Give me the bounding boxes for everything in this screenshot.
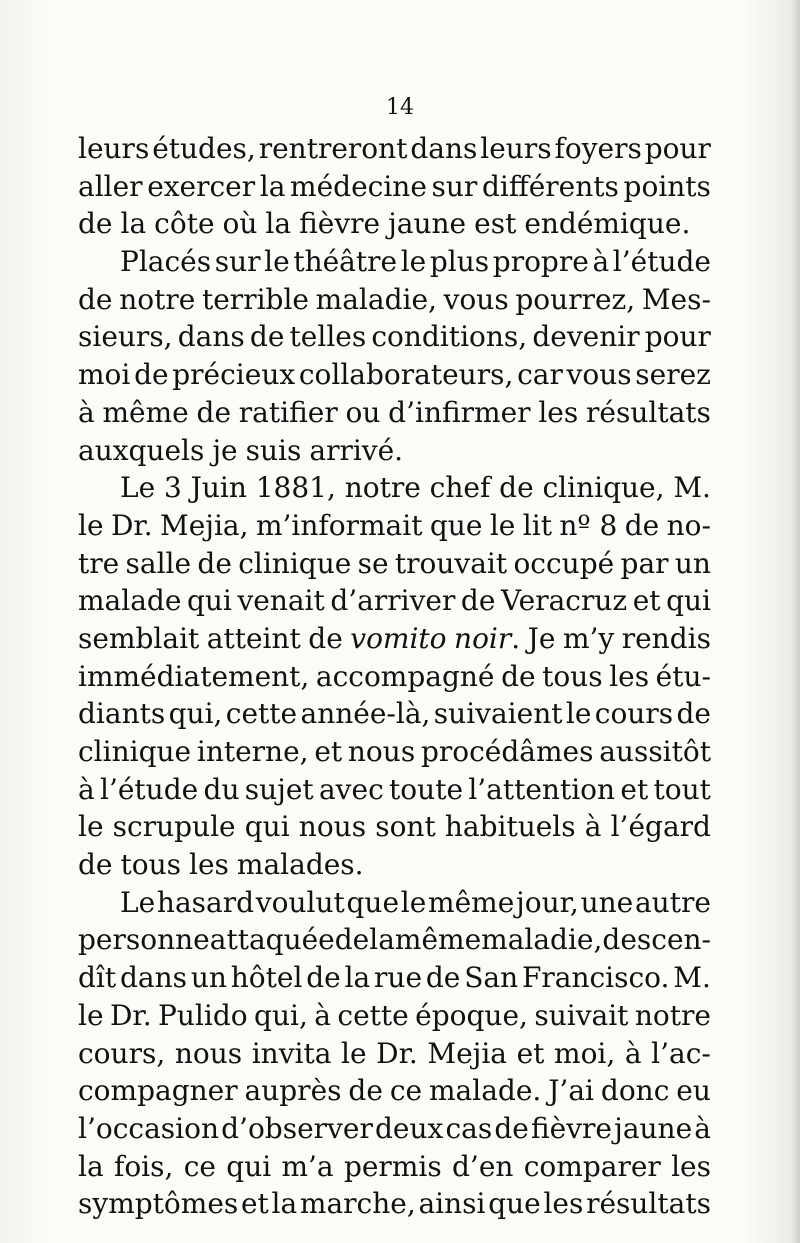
word: lit (522, 508, 552, 542)
word: et (632, 584, 661, 618)
word: dans (410, 132, 478, 165)
word: les (609, 659, 650, 693)
word: Francisco. (521, 961, 670, 995)
word: d’arriver (330, 584, 456, 618)
text-line (78, 356, 711, 394)
word: Placés (120, 245, 212, 279)
word: vous (566, 358, 632, 392)
word: scrupule (112, 810, 236, 844)
word: Le (120, 885, 156, 919)
word: invita (251, 1036, 332, 1070)
text-line (78, 846, 711, 884)
text-line (78, 620, 711, 658)
word: l’attention (468, 772, 616, 806)
word: jour, (516, 885, 579, 919)
word: serez (635, 358, 711, 392)
word: d’infirmer (388, 395, 531, 429)
word: tous (120, 848, 182, 882)
word: et (240, 1187, 269, 1221)
word: venait (237, 584, 325, 618)
word: symptômes (78, 1187, 239, 1221)
word: ce (183, 1149, 216, 1183)
word: étu- (655, 659, 711, 693)
word: et (620, 772, 649, 806)
word: nous (298, 810, 367, 844)
word: différents (481, 169, 619, 203)
word: arrivé. (309, 433, 404, 467)
word: moi, (554, 1036, 616, 1070)
text-line (78, 808, 711, 846)
text-line (78, 168, 711, 206)
word: théâtre (293, 245, 398, 279)
word: marche, (299, 1187, 416, 1221)
word: de (78, 207, 113, 241)
word: de (196, 395, 232, 429)
word: clinique (78, 735, 192, 768)
word: se (357, 546, 389, 580)
text-line (78, 1110, 711, 1148)
text-line (78, 318, 711, 356)
word: fièvre (299, 207, 381, 241)
word: Pulido (158, 998, 248, 1032)
text-line (78, 997, 711, 1035)
word: qui, (168, 697, 223, 731)
text-line (78, 1072, 711, 1110)
word: de (460, 584, 496, 618)
word: salle (125, 546, 192, 580)
word: la (265, 207, 292, 241)
word: atteint (206, 621, 301, 655)
word: Juin (190, 471, 247, 505)
word: descen- (602, 923, 712, 957)
word: San (464, 961, 519, 995)
word: de (676, 697, 711, 731)
word: foyers (554, 132, 642, 165)
word: l’étude (100, 772, 199, 806)
word: côte (154, 207, 215, 241)
word: cette (337, 998, 409, 1032)
word: terrible (201, 282, 309, 316)
word: ratifier (238, 395, 338, 429)
word: collaborateurs, (298, 358, 514, 392)
word: trouvait (394, 546, 508, 580)
word: Dr. (109, 998, 152, 1032)
word: Mes- (641, 282, 711, 316)
word: le (78, 810, 104, 844)
word: moi (78, 358, 131, 392)
word: compagner (78, 1074, 238, 1108)
word: interne, (196, 735, 309, 768)
word: suis (245, 433, 302, 467)
text-line (78, 394, 711, 432)
word: tout (653, 772, 711, 806)
text-line (78, 884, 711, 922)
word: deux (374, 1111, 444, 1145)
word: autre (634, 885, 711, 919)
word: noir. (454, 621, 521, 655)
word: personne (78, 923, 210, 957)
word: notre (634, 998, 711, 1032)
word: même (102, 395, 189, 429)
word: la (271, 1187, 298, 1221)
word: Dr. (110, 508, 153, 542)
word: plus (429, 245, 490, 279)
word: dans (119, 961, 187, 995)
text-line (78, 1148, 711, 1186)
text-line (78, 921, 711, 959)
word: diants (78, 697, 166, 731)
word: qui (244, 810, 290, 844)
word: M. (673, 961, 711, 995)
word: dans (177, 320, 245, 354)
word: maladie, (315, 282, 437, 316)
text-line (78, 545, 711, 583)
word: clinique, (542, 471, 665, 505)
word: toute (389, 772, 464, 806)
word: de (624, 508, 660, 542)
text-line (78, 432, 711, 470)
word: nous (347, 735, 416, 768)
word: leurs (480, 132, 552, 165)
word: de (494, 1111, 529, 1145)
word: fois, (113, 1149, 174, 1183)
word: car (517, 358, 563, 392)
text-line (78, 243, 711, 281)
word: voulut (255, 885, 345, 919)
word: le (489, 508, 516, 542)
text-line (78, 771, 711, 809)
word: sujet (244, 772, 314, 806)
word: rentreront (258, 132, 408, 165)
word: semblait (78, 621, 200, 655)
word: de (249, 320, 285, 354)
word: le (78, 998, 104, 1032)
word: suivaient (433, 697, 563, 731)
word: précieux (172, 358, 296, 392)
word: à (78, 395, 95, 429)
word: et (516, 1036, 545, 1070)
word: aussitôt (599, 735, 711, 768)
text-line (78, 733, 711, 771)
word: permis (343, 1149, 442, 1183)
word: l’ac- (651, 1036, 711, 1070)
word: points (623, 169, 711, 203)
word: donc (600, 1074, 670, 1108)
word: comparer (523, 1149, 661, 1183)
word: la (120, 207, 147, 241)
word: le (78, 508, 104, 542)
word: notre (119, 282, 196, 316)
word: notre (344, 471, 421, 505)
word: la (369, 923, 395, 957)
word: d’en (452, 1149, 514, 1183)
word: de (134, 358, 169, 392)
word: m’y (562, 621, 615, 655)
word: sur (214, 245, 261, 279)
text-line (78, 658, 711, 696)
word: Dr. (376, 1036, 418, 1070)
word: le (264, 245, 290, 279)
word: dît (78, 961, 117, 995)
word: l’occasion (78, 1111, 219, 1145)
word: de (501, 659, 536, 693)
word: pour (644, 320, 711, 354)
word: de (499, 471, 534, 505)
word: la (344, 961, 371, 995)
word: de (78, 848, 113, 882)
word: même (394, 923, 482, 957)
word: maladie, (481, 923, 603, 957)
word: le (341, 1036, 367, 1070)
word: Je (527, 621, 556, 655)
word: résultats (586, 395, 711, 429)
word: cours (594, 697, 674, 731)
text-line (78, 959, 711, 997)
word: les (543, 1187, 584, 1221)
word: malades. (236, 848, 364, 882)
word: qui (186, 584, 232, 618)
word: leurs (78, 132, 150, 165)
word: résultats (586, 1187, 711, 1221)
word: sur (431, 169, 478, 203)
word: nº 8 (559, 508, 618, 542)
word: que (488, 1187, 541, 1221)
text-line (78, 1185, 711, 1223)
word: pourrez, (515, 282, 636, 316)
word: qui (666, 584, 711, 618)
word: études, (152, 132, 256, 165)
word: ce (389, 1074, 423, 1108)
word: chef (429, 471, 491, 505)
word: occupé (513, 546, 615, 580)
word: qui (226, 1149, 272, 1183)
word: sont (375, 810, 436, 844)
word: à (624, 1036, 642, 1070)
word: de (197, 546, 232, 580)
word: de (308, 621, 343, 655)
word: à (314, 998, 331, 1032)
word: sieurs, (78, 320, 173, 354)
word: de (425, 961, 461, 995)
word: les (538, 395, 579, 429)
word: nous (174, 1036, 243, 1070)
word: auprès (244, 1074, 342, 1108)
word: eu (676, 1074, 711, 1108)
page-number: 14 (386, 95, 414, 120)
word: avec (318, 772, 384, 806)
word: une (580, 885, 634, 919)
word: de (348, 1074, 383, 1108)
word: cours, (78, 1036, 166, 1070)
word: fièvre (530, 1111, 612, 1145)
word: Mejia (427, 1036, 507, 1070)
word: M. (673, 471, 711, 505)
word: l’égard (610, 810, 711, 844)
word: les (189, 848, 229, 882)
word: auxquels (78, 433, 205, 467)
word: tous (542, 659, 603, 693)
word: le (565, 697, 592, 731)
word: la (259, 169, 286, 203)
word: no- (666, 508, 711, 542)
text-line (78, 205, 711, 243)
word: année-là, (300, 697, 431, 731)
text-line (78, 281, 711, 319)
word: jaune (388, 207, 467, 241)
word: médecine (290, 169, 427, 203)
word: propre (492, 245, 589, 279)
word: et (314, 735, 343, 768)
word: l’étude (612, 245, 711, 279)
word: ou (345, 395, 381, 429)
word: de (334, 923, 370, 957)
word: aller (78, 169, 143, 203)
word: par (620, 546, 669, 580)
word: hôtel (230, 961, 303, 995)
word: d’observer (221, 1111, 373, 1145)
word: rue (374, 961, 423, 995)
word: où (222, 207, 258, 241)
word: vomito (350, 621, 447, 655)
word: est (474, 207, 517, 241)
word: vous (443, 282, 509, 316)
word: qui, (254, 998, 308, 1032)
word: le (400, 885, 427, 919)
word: m’a (281, 1149, 334, 1183)
word: 3 (164, 471, 182, 505)
word: pour (644, 132, 711, 165)
word: de (78, 282, 113, 316)
text-line (78, 582, 711, 620)
word: à (78, 772, 95, 806)
word: jaune (614, 1111, 693, 1145)
word: endémique. (524, 207, 691, 241)
word: je (212, 433, 238, 467)
page-gutter-shadow (790, 0, 800, 1243)
word: que (346, 885, 400, 919)
word: le (400, 245, 427, 279)
text-line (78, 507, 711, 545)
word: les (671, 1149, 711, 1183)
word: la (78, 1149, 104, 1183)
word: à (592, 245, 610, 279)
word: ainsi (418, 1187, 486, 1221)
word: malade (78, 584, 182, 618)
word: que (429, 508, 483, 542)
word: Mejia, (160, 508, 249, 542)
word: de (306, 961, 341, 995)
word: même (428, 885, 515, 919)
word: telles (289, 320, 367, 354)
word: hasard (156, 885, 255, 919)
body-text (78, 130, 711, 1223)
text-line (78, 130, 711, 168)
word: procédâmes (420, 735, 594, 768)
word: un (190, 961, 227, 995)
word: J’ai (548, 1074, 594, 1108)
text-line (78, 469, 711, 507)
word: époque, (415, 998, 528, 1032)
word: suivait (534, 998, 629, 1032)
word: devenir (532, 320, 640, 354)
word: clinique (238, 546, 352, 580)
word: cette (225, 697, 298, 731)
word: habituels (444, 810, 576, 844)
word: cas (445, 1111, 493, 1145)
word: exercer (147, 169, 256, 203)
word: conditions, (371, 320, 528, 354)
word: Veracruz (500, 584, 628, 618)
word: du (203, 772, 240, 806)
word: m’informait (255, 508, 423, 542)
word: un (674, 546, 711, 580)
word: à (694, 1111, 711, 1145)
word: malade. (429, 1074, 542, 1108)
word: immédiatement, (78, 659, 310, 693)
text-line (78, 695, 711, 733)
word: tre (78, 546, 120, 580)
word: 1881, (255, 471, 336, 505)
word: à (584, 810, 602, 844)
word: Le (120, 471, 156, 505)
word: rendis (621, 621, 711, 655)
word: attaquée (209, 923, 335, 957)
text-line (78, 1035, 711, 1073)
word: accompagné (315, 659, 495, 693)
